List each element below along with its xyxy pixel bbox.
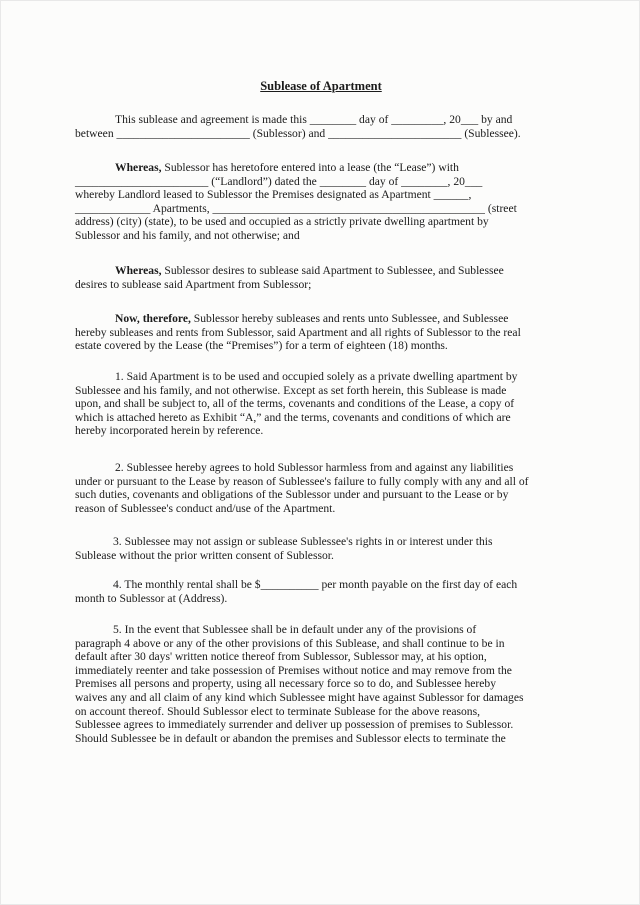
clause3-line-2: Sublease without the prior written consent of Sublessor. (75, 548, 334, 562)
clause-3 (75, 535, 575, 562)
clause1-line-5: hereby incorporated herein by reference. (75, 424, 264, 438)
clause-5 (75, 623, 575, 745)
intro-line-1: This sublease and agreement is made this ________ day of _________, 20___ by and (115, 113, 513, 126)
clause2-line-4: reason of Sublessee's conduct and/use of the Apartment. (75, 501, 336, 515)
whereas-label-2: Whereas, (115, 264, 162, 277)
whereas1-line-3: whereby Landlord leased to Sublessor the Premises designated as Apartment ______, (75, 188, 472, 202)
whereas-paragraph-2 (75, 264, 575, 291)
whereas-paragraph-1 (75, 161, 575, 243)
clause5-line-3: default after 30 days' written notice thereof from Sublessor, Sublessor may, at his option, (75, 650, 487, 664)
therefore-line-1: Sublessor hereby subleases and rents unto Sublessee, and Sublessee (190, 312, 509, 325)
clause2-line-1: 2. Sublessee hereby agrees to hold Sublessor harmless from and against any liabilities (115, 461, 514, 474)
clause5-line-4: immediately reenter and take possession of Premises without notice and may remove from the (75, 663, 512, 677)
whereas1-line-1: Sublessor has heretofore entered into a lease (the “Lease”) with (161, 161, 459, 174)
clause-2 (75, 461, 575, 515)
clause4-line-2: month to Sublessor at (Address). (75, 591, 228, 605)
whereas2-line-2: desires to sublease said Apartment from Sublessor; (75, 277, 312, 291)
clause5-line-9: Should Sublessee be in default or abandon the premises and Sublessor elects to terminate the (75, 731, 506, 745)
therefore-line-2: hereby subleases and rents from Sublessor, said Apartment and all rights of Sublessor to the real (75, 325, 521, 339)
therefore-paragraph (75, 312, 575, 353)
clause1-line-3: upon, and shall be subject to, all of the terms, covenants and conditions of the Lease, a copy of (75, 397, 515, 411)
clause5-line-5: Premises all persons and property, using all necessary force so to do, and Sublessee hereby (75, 677, 497, 691)
clause1-line-1: 1. Said Apartment is to be used and occupied solely as a private dwelling apartment by (115, 370, 518, 383)
therefore-line-3: estate covered by the Lease (the “Premises”) for a term of eighteen (18) months. (75, 339, 448, 353)
clause2-line-3: such duties, covenants and obligations of the Sublessor under and pursuant to the Lease or by (75, 488, 509, 502)
clause5-line-6: waives any and all claim of any kind which Sublessee might have against Sublessor for damages (75, 690, 524, 704)
intro-line-2: between _______________________ (Sublessor) and _______________________ (Sublessee). (75, 126, 521, 140)
clause1-line-4: which is attached hereto as Exhibit “A,” and the terms, covenants and conditions of which are (75, 410, 511, 424)
clause4-line-1: 4. The monthly rental shall be $__________ per month payable on the first day of each (113, 578, 518, 591)
document-title: Sublease of Apartment (260, 79, 382, 93)
clause1-line-2: Sublessee and his family, and not otherwise. Except as set forth herein, this Sublease is made (75, 383, 507, 397)
clause5-line-2: paragraph 4 above or any of the other provisions of this Sublease, and shall continue to be in (75, 636, 505, 650)
clause-4 (75, 578, 575, 605)
intro-paragraph (75, 113, 575, 140)
clause5-line-7: on account thereof. Should Sublessor elect to terminate Sublease for the above reasons, (75, 704, 481, 718)
whereas1-line-2: _______________________ (“Landlord”) dated the ________ day of ________, 20___ (75, 174, 483, 188)
whereas-label-1: Whereas, (115, 161, 162, 174)
clause5-line-8: Sublessee agrees to immediately surrender and deliver up possession of premises to Sublessor. (75, 718, 514, 732)
whereas1-line-5: address) (city) (state), to be used and occupied as a strictly private dwelling apartment by (75, 215, 489, 229)
whereas1-line-6: Sublessor and his family, and not otherwise; and (75, 228, 300, 242)
therefore-label: Now, therefore, (115, 312, 191, 325)
clause-1 (75, 370, 575, 438)
clause2-line-2: under or pursuant to the Lease by reason of Sublessee's failure to fully comply with any and all of (75, 474, 529, 488)
clause5-line-1: 5. In the event that Sublessee shall be in default under any of the provisions of (113, 623, 477, 636)
whereas2-line-1: Sublessor desires to sublease said Apartment to Sublessee, and Sublessee (161, 264, 504, 277)
whereas1-line-4: _____________ Apartments, _______________________________________________ (street (75, 201, 517, 215)
clause3-line-1: 3. Sublessee may not assign or sublease Sublessee's rights in or interest under this (113, 535, 493, 548)
